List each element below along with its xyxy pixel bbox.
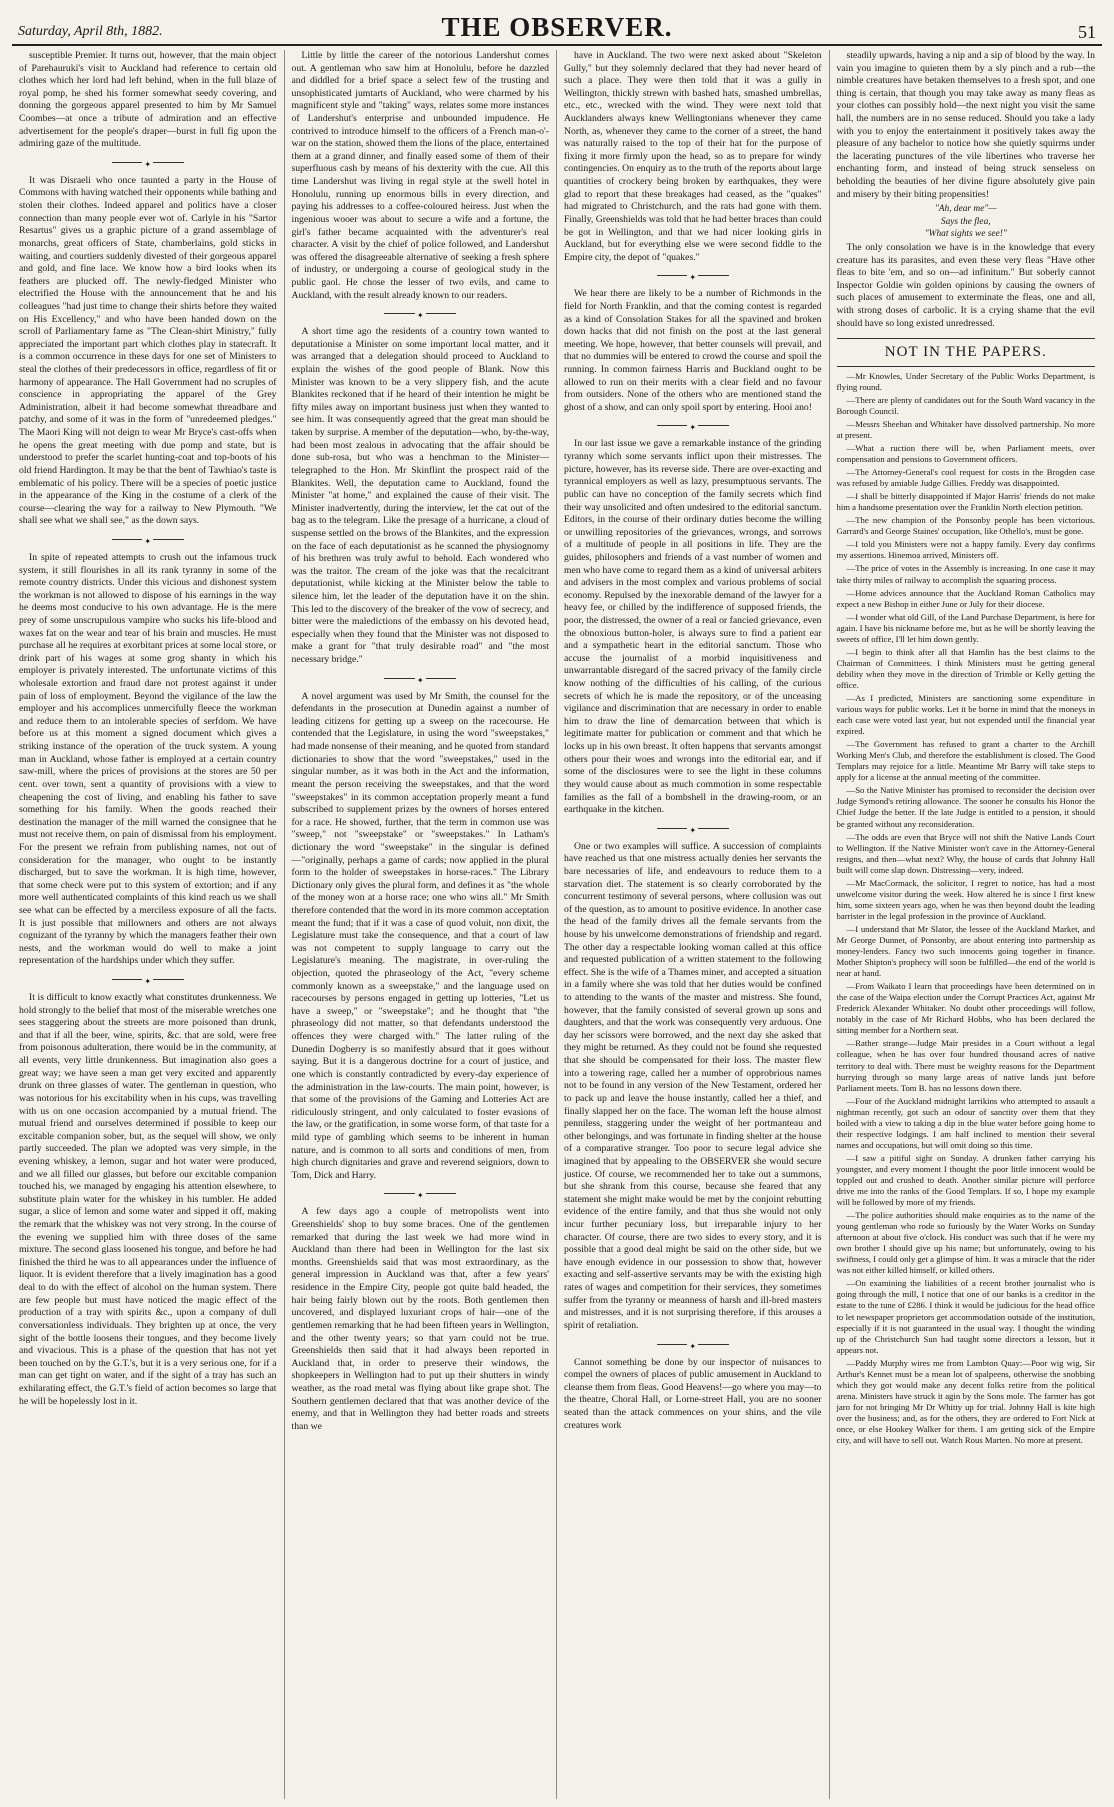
article-paragraph: A novel argument was used by Mr Smith, the counsel for the defendants in the prosecution at Dunedin against a number of leading citizens for getting up a sweep on the racecourse. He contended that the Legislature, in using the word "sweepstakes," had made nonsense of their meaning, and he quoted from standard dictionaries to show that the word "sweepstakes," used in the singular number, as it was both in the Act and the information, meant the person receiving the sweepstakes, and that the word "sweepstakes" in its common acceptation properly meant a fund subscribed to supplement prizes by the owners of horses entered for a race. He showed, further, that the term in common use was "sweep," not "sweepstake" or "sweepstakes." In Latham's dictionary the word "sweepstake" in the singular is defined—"originally, perhaps a game of cards; now applied in the plural form to the holder of sweepstakes in horse-races." The Library Dictionary only gives the plural form, and defines it as "the whole of the money won at a horse race; one who wins all." Mr Smith therefore contended that the word in its more common acceptation meant the fund; that if it was a case of quod voluit, non dixit, the Legislature must take the consequence, and that a court of law was not competent to supply language to carry out the Legislature's meaning. The magistrate, in over-ruling the objection, quoted the phraseology of the Act, "every scheme commonly known as a sweepstake," and the language used on racecourses by persons engaged in getting up lotteries, "Let us have a sweep," or "sweepstake"; and he thought that "the phraseology did not matter, so that defendants understood the offences they were charged with." The latter ruling of the Dunedin Dogberry is so manifestly absurd that it goes without saying. But it is a dangerous doctrine for a court of justice, and one which is constantly contradicted by every-day experience of the administration in the law-courts. The main point, however, is that some of the provisions of the Gaming and Lotteries Act are ridiculously stringent, and only calculated to foster evasions of the law, or the gratification, in some worse form, of that taste for a mild type of gambling which seems to be inherent in human nature, and is common to all sorts and conditions of men, from high church dignitaries and grave and reverend seigniors, down to Tom, Dick and Harry. [291, 690, 549, 1181]
article-separator: ✦ [19, 536, 277, 542]
verse-line: "What sights we see!" [924, 228, 1007, 239]
note-item: —I begin to think after all that Hamlin has the best claims to the Chairman of Committees. I think Ministers must be getting general debility when they move in the direction of Trimble or Kelly getting the office. [836, 646, 1095, 690]
column-4 [830, 50, 1103, 1799]
article-paragraph: steadily upwards, having a nip and a sip of blood by the way. In vain you imagine to quieten them by a sly pinch and a rub—the nimble creatures have betaken themselves to a fresh spot, and one thing is certain, that though you may take away as many fleas as your clothes can possibly hold—the next night you visit the same hall, the numbers are in no sense reduced. Should you take a lady with you to enjoy the entertainment it positively takes away the pleasure of any bachelor to notice how she quietly squirms under the lacerating punctures of the vile libertines who traverse her enchanting form, and instead of being struck senseless on beholding the beauties of her divine figure absolutely give pain and misery by their biting propensities! [836, 50, 1095, 200]
note-item: —I understand that Mr Slator, the lessee of the Auckland Market, and Mr George Dunnet, of Ponsonby, are about entering into partnership as money-lenders. Fancy two such innocents going together in finance. Mother Shipton's prophecy will soon be fulfilled—the end of the world is near at hand. [836, 923, 1095, 979]
newspaper-title: THE OBSERVER. [441, 12, 673, 42]
note-item: —Four of the Auckland midnight larrikins who attempted to assault a nightman recently, got such an odour of sanctity over them that they boiled with a view to taking a dip in the blue water before going home to their respective lodgings. I am half inclined to mention their several names and occupations, but will omit doing so this time. [836, 1095, 1095, 1150]
verse-line: "Ah, dear me"— [934, 204, 997, 215]
note-item: —Messrs Sheehan and Whitaker have dissolved partnership. No more at present. [836, 418, 1095, 440]
article-separator: ✦ [292, 1190, 550, 1196]
article-paragraph: Cannot something be done by our inspector of nuisances to compel the owners of places of public amusement in Auckland to cleanse them from fleas. Good Heavens!—go where you may—to the theatre, Choral Hall, or Lorne-street Hall, you are no sooner seated than the attack commences on your shins, and the vile creatures work [564, 1356, 822, 1431]
notes-list [837, 371, 1096, 1446]
note-item: —I saw a pitiful sight on Sunday. A drunken father carrying his youngster, and every moment I thought the poor little innocent would be toppled out and crushed to death. Another similar picture will perforce drive me into the ranks of the Good Templars. If so, I hope my example will be followed by more of my friends. [836, 1152, 1095, 1208]
note-item: —Rather strange—Judge Mair presides in a Court without a legal colleague, when he has over four hundred thousand acres of native territory to deal with. There must be weighty reasons for the Department hurrying through so many large areas of native lands just before Parliament meets. Tom B. has no lessons down there. [836, 1038, 1095, 1093]
article-paragraph: We hear there are likely to be a number of Richmonds in the field for North Franklin, and that the coming contest is regarded as a kind of Consolation Stakes for all the spavined and broken down hacks that did not finish on the post at the last general meeting. We hope, however, that better counsels will prevail, and that no dummies will be entered to crowd the course and spoil the running. In common fairness Harris and Buckland ought to be allowed to run on their merits with a clear field and no favour from outsiders. None of the others who are mentioned stand the ghost of a show, and can only spoil sport by entering. Hooi ano! [564, 288, 822, 413]
note-item: —The Government has refused to grant a charter to the Archill Working Men's Club, and therefore the establishment is closed. The Good Templars may rejoice for a little. Meantime Mr Barry will take steps to apply for a license at the annual meeting of the committee. [836, 739, 1095, 783]
article-paragraph: A few days ago a couple of metropolists went into Greenshields' shop to buy some braces. One of the gentlemen remarked that during the last week we had more wind in Auckland than there had been in Wellington for the last six months. Greenshields said that was most extraordinary, as the general impression in Auckland was that, after a few years' residence in the Empire City, people got quite bald headed, the hair being fairly blown out by the roots. Both gentlemen then uncovered, and displayed luxuriant crops of hair—one of the gentlemen remarking that he had been fifteen years in Wellington, and the other twenty years; so that yarn could not be true. Greenshields then said that it had always been reported in Auckland that, in order to preserve their windows, the shopkeepers in Wellington had to put up their shutters in windy weather, as the road metal was flying about like grape shot. The Southern gentlemen declared that that was another device of the enemy, and that in Wellington they had better roads and streets than we [291, 1206, 549, 1432]
note-item: —The police authorities should make enquiries as to the name of the young gentleman who rode so furiously by the Water Works on Sunday afternoon at about five o'clock. His conduct was such that if he were my own brother I should give up his name; but unfortunately, owing to his swiftness, I could only get a glimpse of him. It was a miracle that the rider was not either killed himself, or killed others. [836, 1210, 1095, 1276]
article-paragraph: One or two examples will suffice. A succession of complaints have reached us that one mistress actually denies her servants the bare necessaries of life, and endeavours to reduce them to a starvation diet. The statement is so clearly corroborated by the concurrent testimony of several persons, where collusion was out of the question, as to amount to positive evidence. In another case the head of the family drives all the female servants from the house by his unwelcome demonstrations of friendship and regard. The other day a respectable looking woman called at this office and requested publication of a written statement to the following effect. She is the wife of a Thames miner, and accepted a situation in a family where she was told that her duties would be confined to attending to the wants of the master and mistress. She found, however, that the family consisted of several grown up sons and daughters, and that the work was consequently very arduous. One day her scissors were borrowed, and the next day she asked that they might be returned. As they could not be found she requested that she should be compensated for their loss. The master flew into a towering rage, called her a number of opprobrious names not to be found in any version of the New Testament, ordered her to pack up and leave the house instantly, called her a thief, and finally slapped her on the face. The woman left the house almost penniless, staggering under the weight of her portmanteau and other belongings, and was fortunate in finding shelter at the house of a comparative stranger. Too poor to secure legal advice she imagined that by appealing to the OBSERVER she would secure justice. Of course, we recommended her to take out a summons, but she shrank from this course, because she feared that any statement she might make would be met by the conjoint rebutting evidence of the entire family, and that thus she would not only incur further pecuniary loss, but irreparable injury to her character. Of course, there are two sides to every story, and it is possible that a good deal might be said on the other side, but we have enough evidence in our possession to show that, however exacting and self-assertive servants may be with the existing high rates of wages and competition for their services, they sometimes suffer from the tyranny or meanness of harsh and ill-bred masters and mistresses, and it is not surprising therefore, if this arouses a spirit of retaliation. [564, 840, 822, 1331]
note-item: —As I predicted, Ministers are sanctioning some expenditure in various ways for public works. Let it be borne in mind that the moneys in each case were voted last year, but not expended until the financial year expired. [836, 693, 1095, 737]
note-item: —So the Native Minister has promised to reconsider the decision over Judge Symond's retiring allowance. The sooner he consults his Honor the Chief Judge the better. If the late Judge is entitled to a pension, it should be granted without any reconsideration. [836, 785, 1095, 829]
article-separator: ✦ [19, 159, 277, 165]
article-separator: ✦ [292, 310, 550, 316]
article-separator: ✦ [564, 272, 822, 278]
note-item: —I told you Ministers were not a happy family. Every day confirms my assertions. Hinemoa arrived, Ministers off. [836, 539, 1095, 561]
article-separator: ✦ [19, 976, 277, 982]
article-separator: ✦ [564, 825, 822, 831]
column-2 [285, 50, 558, 1799]
article-paragraph: Little by little the career of the notorious Landershut comes out. A gentleman who saw him at Honolulu, before he dazzled and diddled for a brief space a select few of the trusting and unsophisticated jumtarts of Auckland, who were charmed by his magnificent style and "taking" ways, relates some more instances of Landershut's enterprise and unbounded impudence. He contrived to introduce himself to the officers of a French man-o'-war on the station, showed them the lions of the place, entertained them at a grand dinner, and finally eased some of them of their superfluous cash by means of his dexterity with the cue. All this time Landershut was living in regal style at the swell hotel in Honolulu, running up enormous bills in every direction, and paying his addresses to a coffee-coloured heiress. Just when the ingenious wooer was about to secure a wife and a fortune, the girl's father became acquainted with the adventurer's real character. A visit by the chief of police followed, and Landershut was offered the disagreeable alternative of seeking a fresh sphere of industry, or undergoing a course of geological study in the public gaol. He chose the lesser of two evils, and came to Auckland, with the result already known to our readers. [291, 50, 549, 301]
article-separator: ✦ [564, 1341, 822, 1347]
note-item: —I wonder what old Gill, of the Land Purchase Department, is here for again. I have his nickname before me, but as he will be shortly leaving the sweets of office, I'll let him down gently. [836, 611, 1095, 644]
page-number: 51 [1078, 22, 1096, 42]
article-paragraph: It was Disraeli who once taunted a party in the House of Commons with having watched their opponents while bathing and stolen their clothes. Indeed apparel and politics have a closer connection than many people ever wot of. Carlyle in his "Sartor Resartus" gives us a graphic picture of a grand assemblage of monarchs, great officers of State, chamberlains, gold sticks in waiting, and courtiers suddenly divested of their gorgeous apparel and gold, and fine lace. We know how a bird looks when its feathers are plucked off. The newly-fledged Minister who electrified the House with the announcement that he and his colleagues "had just time to change their shirts before they waited on His Excellency," and who have been handed down on the scroll of Parliamentary fame as "The Clean-shirt Ministry," fully appreciated the important part which clothes play in statecraft. It is a common occurrence in these days for one set of Ministers to steal the clothes of their predecessors in office, regardless of fit or harmony of appearance. The Hall Government had no scruples of conscience in appropriating the apparel of the Grey Administration, albeit it had become somewhat threadbare and patchy, and some of it was in the form of "unredeemed pledges." The Maori King will not deign to wear Mr Bryce's cast-offs when he opens the great meeting with due pomp and state, but is understood to prefer the scarlet hunting-coat and top-boots of his old friend Hardington. It may be that the bent of Tawhiao's taste is emblematic of his policy. There will be a species of poetic justice in the appearance of the King in the costume of a clerk of the course—clearing the way for a railway to New Plymouth. "We shall see what we shall see," as the down says. [19, 174, 277, 527]
note-item: —The Attorney-General's cool request for costs in the Brogden case was refused by amiable Judge Gillies. Freddy was disappointed. [836, 467, 1095, 489]
article-paragraph: In our last issue we gave a remarkable instance of the grinding tyranny which some servants inflict upon their mistresses. The picture, however, has its reverse side. There are over-exacting and tyrannical employers as well as lazy, presumptuous servants. The public can have no conception of the family secrets which find their way unsolicited and often undesired to the editorial sanctum. Editors, in the course of their ordinary duties become the willing or unwilling repositories of the grievances, wrongs, and sorrows of a multitude of people in all positions in life. They are the guides, philosophers and friends of a vast number of women and men who have come to regard them as a kind of universal arbiters and advisers in the most complex and various problems of social economy. Repulsed by the inexorable demand of the lawyer for a heavy fee, or chilled by the indifference of supposed friends, the poor, the distressed, the owner of a real or fancied grievance, even the obnoxious button-holer, is always sure to find a patient ear and a sympathetic heart in the editorial sanctum. Those who accuse the journalist of a morbid inquisitiveness and unwarrantable disregard of the sacred privacy of the family circle know nothing of the difficulties of his calling, of the curious secrets of which he is made the repository, or of the unceasing vigilance and discrimination that are necessary in order to enable him to draw the line of demarcation between that which is legitimate matter for publication or comment and that which he locks up in his own breast. It often happens that servants amongst others pour their woes and wrongs into the editorial ear, and if some of the disclosures were to see the light in these columns they would cause about as much commotion in some respectable families as the fall of a bombshell in the drawing-room, or an earthquake in the kitchen. [564, 438, 822, 816]
article-separator: ✦ [564, 422, 822, 428]
note-item: —Home advices announce that the Auckland Roman Catholics may expect a new Bishop in either June or July for their diocese. [836, 587, 1095, 609]
note-item: —The odds are even that Bryce will not shift the Native Lands Court to Wellington. If the Native Minister won't cave in the Attorney-General resigns, and then—what next? Why, the house of cards that Johnny Hall built will come slap down. Distressing—very, indeed. [836, 831, 1095, 875]
newspaper-columns [12, 50, 1102, 1799]
article-paragraph: A short time ago the residents of a country town wanted to deputationise a Minister on some important local matter, and it was arranged that a delegation should proceed to Auckland to explain the wishes of the good people of Blank. Now this Minister was known to be a very slippery fish, and the acute Blankites reckoned that if he heard of their intention he might be fifty miles away on important business just when they wanted to see him. It was consequently agreed that the great man should be taken by surprise. A member of the deputation—who, by-the-way, had been most zealous in advocating that the affair should be done sub-rosa, but who was a henchman to the Minister—telegraphed to the Hon. Mr Skinflint the prospect raid of the Blankites. Well, the deputation came to Auckland, found the Minister "at home," and explained the cause of their visit. The Minister inadvertently, during the interview, let the cat out of the bag as to the telegram. Like the presage of a hurricane, a cloud of suspense settled on the brows of the Blankites, and the expression on the face of each deputationist as he scanned the physiognomy of his brethren was truly awful to behold. Each wondered who was the traitor. The cream of the joke was that the recalcitrant deputationist, while kicking at the Minister below the table to silence him, let the leader of the deputation have it on the shin. This led to the discovery of the breaker of the vow of secrecy, and bitter were the maledictions of the embassy on his devoted head, especially when they found that the Minister was not disposed to make a grant for "that truly desirable road" and "the most necessary bridge." [291, 326, 549, 666]
note-item: —There are plenty of candidates out for the South Ward vacancy in the Borough Council. [836, 394, 1095, 416]
masthead [12, 10, 1102, 46]
note-item: —From Waikato I learn that proceedings have been determined on in the case of the Waipa election under the Corrupt Practices Act, against Mr Frederick Alexander Whitaker. No doubt other proceedings will follow, notably in the case of Mr Richard Hobbs, who has been declared the sitting member for a Northern seat. [836, 981, 1095, 1036]
note-item: —Paddy Murphy wires me from Lambton Quay:—Poor wig wig, Sir Arthur's Kennet must be a mean lot of spalpeens, otherwise the snobbing which they got would make any decent folks retire from the political arena. Ministers have struck it agin by the Sons mole. The farmer has got jaro for not bringing Mr Dr Whitty up for trial. Johnny Hall is kite high over the business; and, as for the others, they are ordered to Fort Nick at once, or else Hookey Walker for them. I am getting sick of the Empire city, and will have to sell out. Watch Rous Marten. No more at present. [836, 1357, 1095, 1446]
verse-quote [837, 203, 1096, 240]
article-paragraph: In spite of repeated attempts to crush out the infamous truck system, it still flourishes in all its rank tyranny in some of the remote country districts. Under this vicious and dishonest system the workman is not allowed to dispose of his earnings in the way he deems most conducive to his own advantage. He is the mere prey of some unscrupulous vampire who sucks his life-blood and waxes fat on the wear and tear of his brain and muscles. He must purchase all he requires at exorbitant prices at some local store, or drink part of his wages at some grog shanty in which his employer is privately interested. The unfortunate victims of this wholesale extortion and fraud dare not protest against it under pain of loss of employment. Beyond the vigilance of the law the employer and his accomplices unmercifully fleece the workman and reduce them to an intolerable species of serfdom. We have before us at this moment a signed document which gives a striking instance of the operation of the truck system. A young man in Auckland, whose father is employed at a certain country saw-mill, where the prices of provisions at the stores are 50 per cent. over town, sent a quantity of provisions with a view to cheapening the cost of living, and enabling his father to save something for his family. When the goods reached their destination the manager of the mill warned the consignee that he must not receive them, on pain of dismissal from his employment. For the present we refrain from publishing names, not out of consideration for the manager, who ought to be instantly discharged, but to save the workman. It is high time, however, that some check were put to this system of extortion; and if any more well authenticated complaints of this kind reach us we shall see what can be effected by a merciless exposure of all the facts. It is just possible that millowners and others are not always cognizant of the tyranny by which the managers feather their own nests, and the workman would do well to make a joint representation of the hardships under which they suffer. [19, 551, 277, 967]
note-item: —The new champion of the Ponsonby people has been victorious. Garrard's and George Staines' occupation, like Othello's, must be gone. [836, 515, 1095, 537]
note-item: —The price of votes in the Assembly is increasing. In one case it may take thirty miles of railway to accomplish the squaring process. [836, 563, 1095, 585]
note-item: —Mr Knowles, Under Secretary of the Public Works Department, is flying round. [836, 370, 1095, 392]
column-3 [557, 50, 830, 1799]
column-1 [12, 50, 285, 1799]
note-item: —What a ruction there will be, when Parliament meets, over compensation and pensions to Government officers. [836, 443, 1095, 465]
article-paragraph: It is difficult to know exactly what constitutes drunkenness. We hold strongly to the belief that most of the miserable wretches one sees staggering about the streets are more poisoned than drunk, and that if all the beer, wine, spirits, &c. that are sold, were free from poisonous adulteration, there would be in the community, at all events, very little drunkenness. But imagination also goes a great way; we have seen a man get very excited and apparently drunk on three glasses of water. The gentleman in question, who was notorious for his excitability when in his cups, was travelling with us on one occasion accompanied by a mutual friend. The mutual friend and ourselves determined if possible to keep our excitable companion sober, but, as the sequel will show, we only partly succeeded. The plan we adopted was very simple, in the evening whiskey, a lemon, sugar and hot water were produced, and we all filled our glasses, but before our excitable companion touched his, we managed by engaging his attention elsewhere, to substitute plain water for the whiskey in his tumbler. He added sugar, a slice of lemon and some water and sipped it off, making the remark that the whiskey was not very strong. In the course of the evening we supplied him with three doses of the same mixture. The second glass loosened his tongue, and before he had finished the third he was to all appearances under the influence of liquor. It is evident therefore that a lively imagination has a good deal to do with the effect of alcohol on the human system. There are few people but must have noticed the magic effect of the production of a tray with spirits &c., upon a company of dull conversationless individuals. They brighten up at once, the very sight of the bottle loosens their tongues, and they become lively and vivacious. This is a phase of the question that has not yet been touched on by the G.T.'s, but it is a very serious one, for if a man can get tight on water, and if the sight of a tray has such an exhilarating effect, the G.T.'s field of action becomes so large that he will be hopelessly lost in it. [19, 992, 277, 1407]
article-separator: ✦ [292, 675, 550, 681]
note-item: —Mr MacCormack, the solicitor, I regret to notice, has had a most unwelcome visitor during the week. How altered he is since I first knew him, some sixteen years ago, when he was then beyond doubt the leading barrister in the legal profession in the province of Auckland. [836, 877, 1095, 921]
verse-line: Says the flea, [940, 216, 991, 227]
section-heading: NOT IN THE PAPERS. [837, 338, 1096, 367]
article-paragraph: have in Auckland. The two were next asked about "Skeleton Gully," but they solemnly declared that they had never heard of such a place. They were then told that it was a gully in Wellington, thickly strewn with bashed hats, smashed umbrellas, etc., etc., wrecked with the wind. They were next told that Aucklanders always knew Wellingtonians whenever they came North, as, whenever they came to the corner of a street, the hand was naturally raised to the top of their hat for the purpose of fixing it more firmly upon the head, so as to prepare for windy contingencies. On enquiry as to the truth of the reports about large quantities of crockery being broken by earthquakes, they were glad to report that these breakages had ceased, as the "quakes" had migrated to Christchurch, and the rats had gone with them. Finally, Greenshields was told that he had better braces than could be got in Wellington, and that we had nicer looking girls in Auckland, but for everything else we were second fiddle to the Empire city, the depot of "quakes." [564, 50, 822, 263]
article-paragraph: The only consolation we have is in the knowledge that every creature has its parasites, and even these very fleas "Have other fleas to bite 'em, and so on—ad infinitum." But soberly cannot Inspector Goldie win golden opinions by causing the owners of such places of amusement to exterminate the fleas, one and all, with strong doses of carbolic. It is a crying shame that the evil should have so long existed unredressed. [836, 241, 1095, 329]
note-item: —I shall be bitterly disappointed if Major Harris' friends do not make him a handsome presentation over the Franklin North election petition. [836, 491, 1095, 513]
issue-date: Saturday, April 8th, 1882. [18, 24, 163, 39]
article-paragraph: susceptible Premier. It turns out, however, that the main object of Parehauruki's visit to Auckland had reference to certain old clothes which her lord had left behind, when in the full blaze of royal pomp, he shed his former somewhat seedy covering, and donning the gorgeous apparel presented to him by Mr Samuel Coombes—at once a tribute of admiration and an effective advertisement for the people's draper—burst in full fig upon the admiring gaze of the multitude. [19, 50, 277, 150]
note-item: —On examining the liabilities of a recent brother journalist who is going through the mill, I notice that one of our banks is a creditor in the estate to the tune of £286. I think it would be judicious for the head office to let newspaper proprietors get accommodation outside of the institution, especially if it is not guaranteed in the usual way. I thought the winding up of the Christchurch Sun had taught some directors a lesson, but it appears not. [836, 1278, 1095, 1355]
